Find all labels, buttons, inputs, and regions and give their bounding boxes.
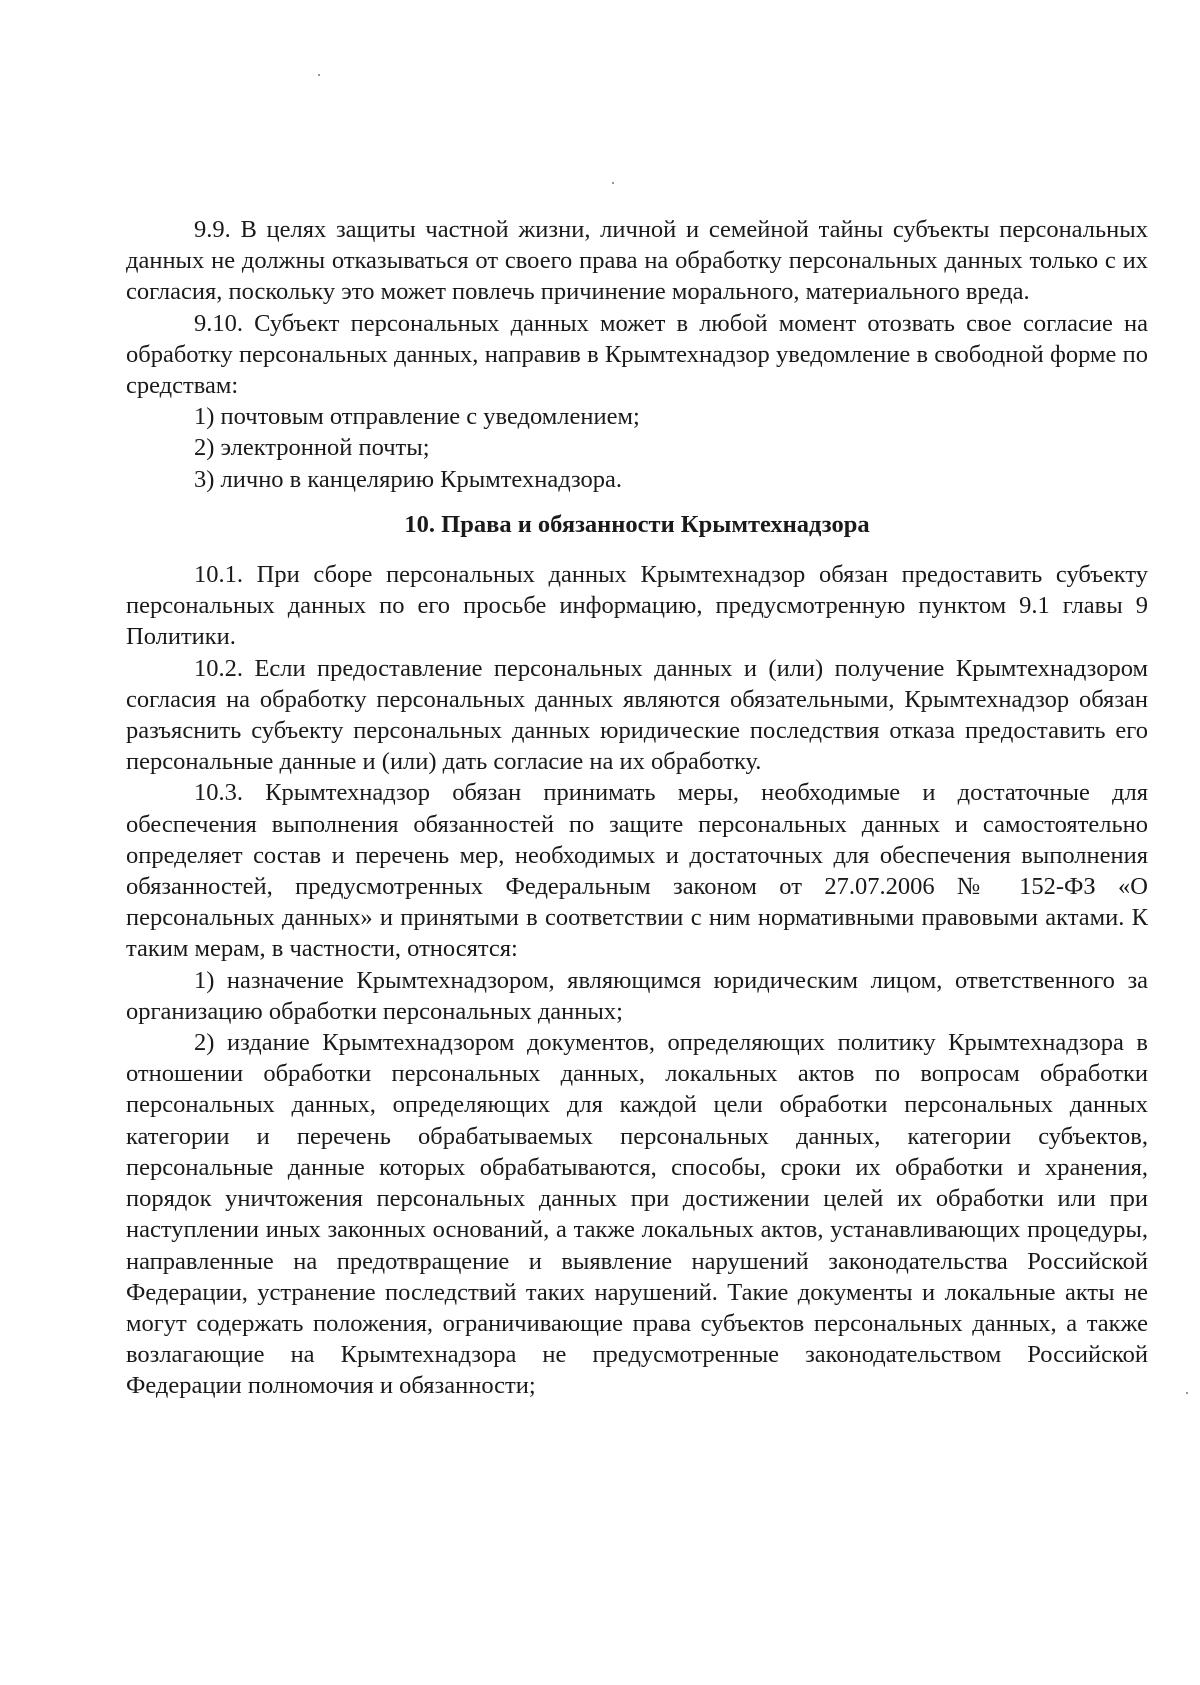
paragraph-9-9: 9.9. В целях защиты частной жизни, личной и семейной тайны субъекты персональных данных не должны отказываться от своего права на обработку персональных данных только с их согласия, поскольку это может повлечь причинение морального, материального вреда. xyxy=(126,216,1148,306)
document-page xyxy=(126,214,1148,1402)
paragraph-10-2: 10.2. Если предоставление персональных данных и (или) получение Крымтехнадзором согласия на обработку персональных данных являются обязательными, Крымтехнадзор обязан разъяснить субъекту персональных данных юридические последствия отказа предоставить его персональные данные и (или) дать согласие на их обработку. xyxy=(126,654,1148,776)
paragraph-10-3: 10.3. Крымтехнадзор обязан принимать меры, необходимые и достаточные для обеспечения выполнения обязанностей по защите персональных данных и самостоятельно определяет состав и перечень мер, необходимых и достаточных для обеспечения выполнения обязанностей, предусмотренных Федеральным законом от 27.07.2006 № 152-ФЗ «О персональных данных» и принятыми в соответствии с ним нормативными правовыми актами. К таким мерам, в частности, относятся: xyxy=(126,779,1148,963)
measure-item-1: 1) назначение Крымтехнадзором, являющимся юридическим лицом, ответственного за организацию обработки персональных данных; xyxy=(126,966,1148,1025)
scan-speck xyxy=(612,182,614,184)
list-item-3: 3) лично в канцелярию Крымтехнадзора. xyxy=(194,465,623,493)
section-heading: 10. Права и обязанности Крымтехнадзора xyxy=(404,510,870,538)
scan-speck xyxy=(1186,1392,1188,1394)
scan-speck xyxy=(318,74,320,76)
measure-item-2: 2) издание Крымтехнадзором документов, определяющих политику Крымтехнадзора в отношении обработки персональных данных, локальных актов по вопросам обработки персональных данных, определяющих для каждой цели обработки персональных данных категории и перечень обрабатываемых персональных данных, категории субъектов, персональные данные которых обрабатываются, способы, сроки их обработки и хранения, порядок уничтожения персональных данных при достижении целей их обработки или при наступлении иных законных оснований, а также локальных актов, устанавливающих процедуры, направленные на предотвращение и выявление нарушений законодательства Российской Федерации, устранение последствий таких нарушений. Такие документы и локальные акты не могут содержать положения, ограничивающие права субъектов персональных данных, а также возлагающие на Крымтехнадзора не предусмотренные законодательством Российской Федерации полномочия и обязанности; xyxy=(126,1029,1148,1400)
paragraph-9-10: 9.10. Субъект персональных данных может в любой момент отозвать свое согласие на обработку персональных данных, направив в Крымтехнадзор уведомление в свободной форме по средствам: xyxy=(126,309,1148,400)
paragraph-10-1: 10.1. При сборе персональных данных Крымтехнадзор обязан предоставить субъекту персональных данных по его просьбе информацию, предусмотренную пунктом 9.1 главы 9 Политики. xyxy=(126,561,1148,651)
list-item-1: 1) почтовым отправление с уведомлением; xyxy=(194,403,640,431)
list-item-2: 2) электронной почты; xyxy=(194,434,430,462)
